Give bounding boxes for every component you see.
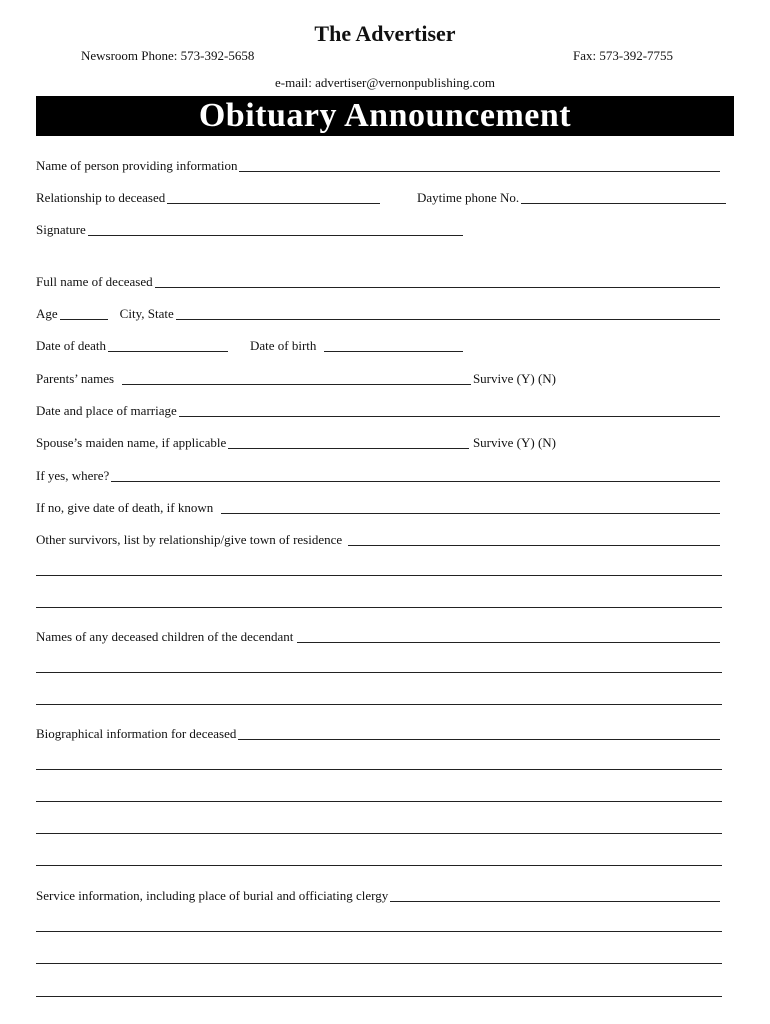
age-label: Age bbox=[36, 306, 58, 321]
form-title: Obituary Announcement bbox=[198, 97, 572, 134]
form-title-banner bbox=[36, 96, 734, 136]
signature-row bbox=[36, 220, 465, 238]
spouse-survive-options[interactable]: Survive (Y) (N) bbox=[472, 435, 556, 450]
marriage-line[interactable] bbox=[179, 416, 720, 417]
deceased-children-label: Names of any deceased children of the decendant bbox=[36, 629, 294, 644]
deceased-children-line[interactable] bbox=[297, 642, 720, 643]
relationship-row bbox=[36, 188, 382, 206]
biographical-row bbox=[36, 724, 722, 742]
full-name-line[interactable] bbox=[155, 287, 720, 288]
if-no-line[interactable] bbox=[221, 513, 720, 514]
date-of-death-line[interactable] bbox=[108, 351, 228, 352]
fax-number: Fax: 573-392-7755 bbox=[573, 48, 674, 63]
marriage-label: Date and place of marriage bbox=[36, 403, 177, 418]
if-yes-label: If yes, where? bbox=[36, 468, 110, 483]
daytime-phone-label: Daytime phone No. bbox=[417, 190, 520, 205]
spouse-row bbox=[36, 433, 556, 451]
signature-line[interactable] bbox=[88, 235, 463, 236]
relationship-label: Relationship to deceased bbox=[36, 190, 166, 205]
spouse-label: Spouse’s maiden name, if applicable bbox=[36, 435, 227, 450]
informant-name-row bbox=[36, 156, 722, 174]
full-name-label: Full name of deceased bbox=[36, 274, 153, 289]
daytime-phone-row bbox=[417, 188, 728, 206]
biographical-line[interactable] bbox=[238, 739, 720, 740]
other-survivors-extra-line[interactable] bbox=[36, 575, 722, 576]
other-survivors-extra-line[interactable] bbox=[36, 607, 722, 608]
service-extra-line[interactable] bbox=[36, 963, 722, 964]
service-row bbox=[36, 886, 722, 904]
date-of-birth-row bbox=[250, 336, 465, 354]
parents-line[interactable] bbox=[122, 384, 471, 385]
informant-name-line[interactable] bbox=[239, 171, 720, 172]
if-yes-row bbox=[36, 466, 722, 484]
deceased-children-row bbox=[36, 627, 722, 645]
other-survivors-line[interactable] bbox=[348, 545, 720, 546]
biographical-extra-line[interactable] bbox=[36, 801, 722, 802]
city-state-label: City, State bbox=[119, 306, 174, 321]
other-survivors-label: Other survivors, list by relationship/give town of residence bbox=[36, 532, 343, 547]
relationship-line[interactable] bbox=[167, 203, 380, 204]
marriage-row bbox=[36, 401, 722, 419]
parents-row bbox=[36, 369, 556, 387]
daytime-phone-line[interactable] bbox=[521, 203, 726, 204]
age-line[interactable] bbox=[60, 319, 108, 320]
service-extra-line[interactable] bbox=[36, 931, 722, 932]
informant-name-label: Name of person providing information bbox=[36, 158, 238, 173]
parents-label: Parents’ names bbox=[36, 371, 115, 386]
biographical-extra-line[interactable] bbox=[36, 769, 722, 770]
spouse-line[interactable] bbox=[228, 448, 469, 449]
biographical-extra-line[interactable] bbox=[36, 833, 722, 834]
other-survivors-row bbox=[36, 530, 722, 548]
date-of-birth-line[interactable] bbox=[324, 351, 463, 352]
date-of-birth-label: Date of birth bbox=[250, 338, 317, 353]
biographical-label: Biographical information for deceased bbox=[36, 726, 237, 741]
publication-title: The Advertiser bbox=[314, 21, 456, 46]
newsroom-phone: Newsroom Phone: 573-392-5658 bbox=[81, 48, 255, 63]
service-line[interactable] bbox=[390, 901, 720, 902]
full-name-row bbox=[36, 272, 722, 290]
if-no-row bbox=[36, 498, 722, 516]
parents-survive-options[interactable]: Survive (Y) (N) bbox=[472, 371, 556, 386]
biographical-extra-line[interactable] bbox=[36, 865, 722, 866]
deceased-children-extra-line[interactable] bbox=[36, 672, 722, 673]
if-no-label: If no, give date of death, if known bbox=[36, 500, 214, 515]
city-state-line[interactable] bbox=[176, 319, 720, 320]
age-city-row bbox=[36, 304, 722, 322]
email-address: e-mail: advertiser@vernonpublishing.com bbox=[275, 75, 495, 90]
service-label: Service information, including place of burial and officiating clergy bbox=[36, 888, 389, 903]
service-extra-line[interactable] bbox=[36, 996, 722, 997]
date-of-death-row bbox=[36, 336, 230, 354]
if-yes-line[interactable] bbox=[111, 481, 720, 482]
date-of-death-label: Date of death bbox=[36, 338, 107, 353]
signature-label: Signature bbox=[36, 222, 86, 237]
deceased-children-extra-line[interactable] bbox=[36, 704, 722, 705]
